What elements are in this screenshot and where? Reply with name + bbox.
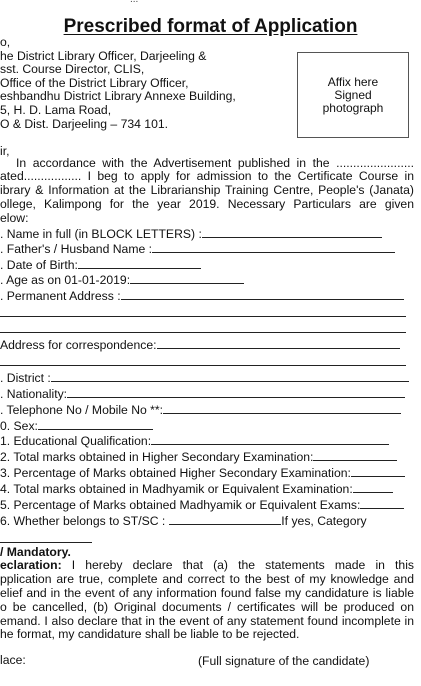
sex-blank[interactable] [38,419,153,430]
address-line: Office of the District Library Officer, [0,76,189,90]
permanent-address-field[interactable] [0,289,404,303]
telephone-field[interactable] [0,403,401,417]
category-field[interactable] [0,514,367,528]
permanent-address-line[interactable] [0,316,406,317]
dob-blank[interactable] [78,258,201,269]
declaration-line: pplication are true, complete and correct to the best of my knowledge and [0,572,414,586]
photo-box-text: Signed [334,87,372,102]
correspondence-line[interactable] [0,365,406,366]
mandatory-note: / Mandatory. [0,545,71,559]
correspondence-blank[interactable] [157,338,400,349]
address-to: o, [0,35,11,49]
category-blank[interactable] [169,514,281,525]
hs-marks-label: 2. Total marks obtained in Higher Secondary Examination: [0,450,314,464]
education-field[interactable] [0,434,389,448]
declaration-line: o be cancelled, (b) Original documents / certificates will be produced on [0,600,414,614]
name-label: . Name in full (in BLOCK LETTERS) : [0,227,202,241]
correspondence-field[interactable] [0,338,400,352]
age-label: . Age as on 01-01-2019: [0,273,131,287]
education-label: 1. Educational Qualification: [0,434,152,448]
district-blank[interactable] [51,371,409,382]
telephone-label: . Telephone No / Mobile No **: [0,403,164,417]
address-line: 5, H. D. Lama Road, [0,103,112,117]
nationality-blank[interactable] [67,387,405,398]
page-title: Prescribed format of Application [63,16,358,37]
dob-label: . Date of Birth: [0,258,78,272]
nationality-field[interactable] [0,387,405,401]
declaration-line: emand. I also declare that in the event of any statement found incomplete in [0,614,414,628]
mp-percent-blank[interactable] [360,498,404,509]
name-field[interactable] [0,227,382,241]
district-field[interactable] [0,371,409,385]
intro-line: ibrary & Information at the Librarianship Training Centre, People's (Janata) [0,183,414,197]
permanent-address-label: . Permanent Address : [0,289,121,303]
salutation: ir, [0,144,10,158]
sex-field[interactable] [0,419,153,433]
hs-percent-label: 3. Percentage of Marks obtained Higher Secondary Examination: [0,466,351,480]
intro-line: In accordance with the Advertisement published in the ....................... [16,156,414,170]
place-label: lace: [0,653,26,667]
top-strip-text [130,0,138,5]
age-blank[interactable] [130,273,244,284]
intro-line: elow: [0,211,29,225]
declaration-line: elief and in the event of any information found false my candidature is liable [0,586,414,600]
hs-marks-blank[interactable] [313,450,397,461]
dob-field[interactable] [0,258,201,272]
permanent-address-blank[interactable] [121,289,404,300]
mp-marks-blank[interactable] [353,482,393,493]
photo-box-text: Affix here [327,74,379,89]
mp-percent-field[interactable] [0,498,404,512]
father-blank[interactable] [152,242,395,253]
address-line: he District Library Officer, Darjeeling & [0,49,207,63]
signature-label: (Full signature of the candidate) [198,654,370,668]
category-label: 6. Whether belongs to ST/SC : [0,514,166,528]
declaration-text: I hereby declare that (a) the statements made in this [61,558,414,572]
hs-marks-field[interactable] [0,450,397,464]
intro-line: ated................. I beg to apply for admission to the Certificate Course in [0,169,414,183]
hs-percent-field[interactable] [0,466,405,480]
address-line: O & Dist. Darjeeling – 734 101. [0,117,169,131]
age-field[interactable] [0,273,244,287]
address-line: eshbandhu District Library Annexe Building, [0,89,236,103]
photo-box-text: photograph [322,100,384,115]
nationality-label: . Nationality: [0,387,68,401]
correspondence-label: Address for correspondence: [0,338,157,352]
mp-percent-label: 5. Percentage of Marks obtained Madhyamik or Equivalent Exams: [0,498,361,512]
father-field[interactable] [0,242,395,256]
education-blank[interactable] [151,434,389,445]
photo-box [297,52,409,138]
hs-percent-blank[interactable] [351,466,405,477]
district-label: . District : [0,371,51,385]
permanent-address-line[interactable] [0,332,406,333]
category-if-yes: If yes, Category [281,514,367,528]
mp-marks-field[interactable] [0,482,393,496]
category-line[interactable] [0,542,92,543]
declaration-label: eclaration: [0,558,62,572]
declaration-line: he format, my candidature shall be liable to be rejected. [0,627,300,641]
declaration-line [0,559,414,572]
intro-line: ollege, Kalimpong for the year 2019. Necessary Particulars are given [0,197,414,211]
sex-label: 0. Sex: [0,419,38,433]
telephone-blank[interactable] [163,403,401,414]
address-line: sst. Course Director, CLIS, [0,62,145,76]
father-label: . Father's / Husband Name : [0,242,153,256]
name-blank[interactable] [202,227,382,238]
mp-marks-label: 4. Total marks obtained in Madhyamik or Equivalent Examination: [0,482,353,496]
